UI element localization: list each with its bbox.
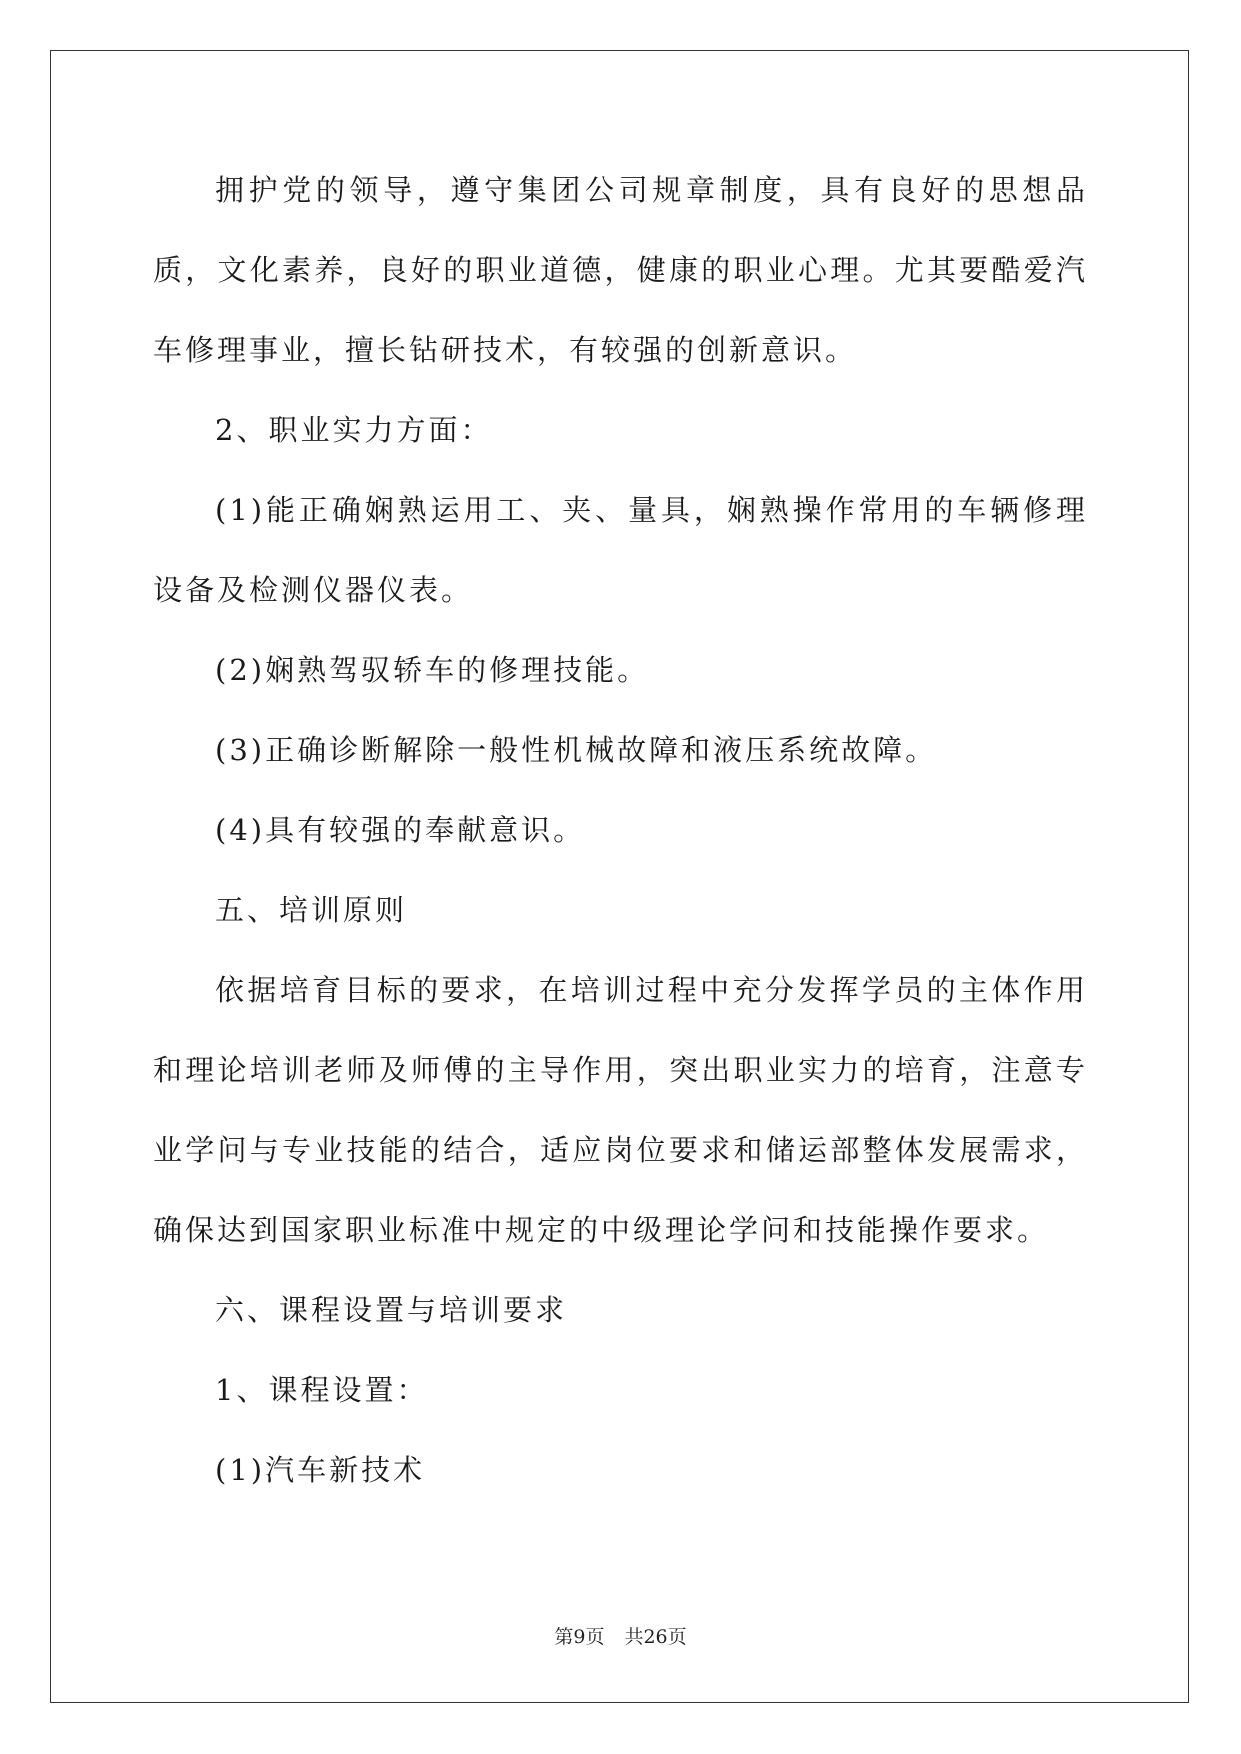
section-heading: 五、培训原则 — [215, 893, 408, 927]
section-heading: 六、课程设置与培训要求 — [215, 1293, 568, 1327]
paragraph: (4)具有较强的奉献意识。 — [215, 813, 586, 847]
paragraph: 2、职业实力方面： — [215, 413, 493, 447]
paragraph: 依据培育目标的要求，在培训过程中充分发挥学员的主体作用和理论培训老师及师傅的主导作用，突出职业实力的培育，注意专业学问与专业技能的结合，适应岗位要求和储运部整体发展需求，确保达到国家职业标准中规定的中级理论学问和技能操作要求。 — [153, 973, 1088, 1247]
document-body — [153, 150, 1088, 1510]
paragraph: (2)娴熟驾驭轿车的修理技能。 — [215, 653, 650, 687]
paragraph: (1)汽车新技术 — [215, 1453, 426, 1487]
current-page-number: 第9页 — [554, 1626, 605, 1648]
paragraph: (1)能正确娴熟运用工、夹、量具，娴熟操作常用的车辆修理设备及检测仪器仪表。 — [153, 493, 1088, 607]
page-footer — [0, 1622, 1241, 1649]
paragraph: (3)正确诊断解除一般性机械故障和液压系统故障。 — [215, 733, 938, 767]
paragraph: 拥护党的领导，遵守集团公司规章制度，具有良好的思想品质，文化素养，良好的职业道德，健康的职业心理。尤其要酷爱汽车修理事业，擅长钻研技术，有较强的创新意识。 — [153, 173, 1088, 367]
paragraph: 1、课程设置： — [215, 1373, 429, 1407]
total-page-count: 共26页 — [624, 1626, 687, 1648]
